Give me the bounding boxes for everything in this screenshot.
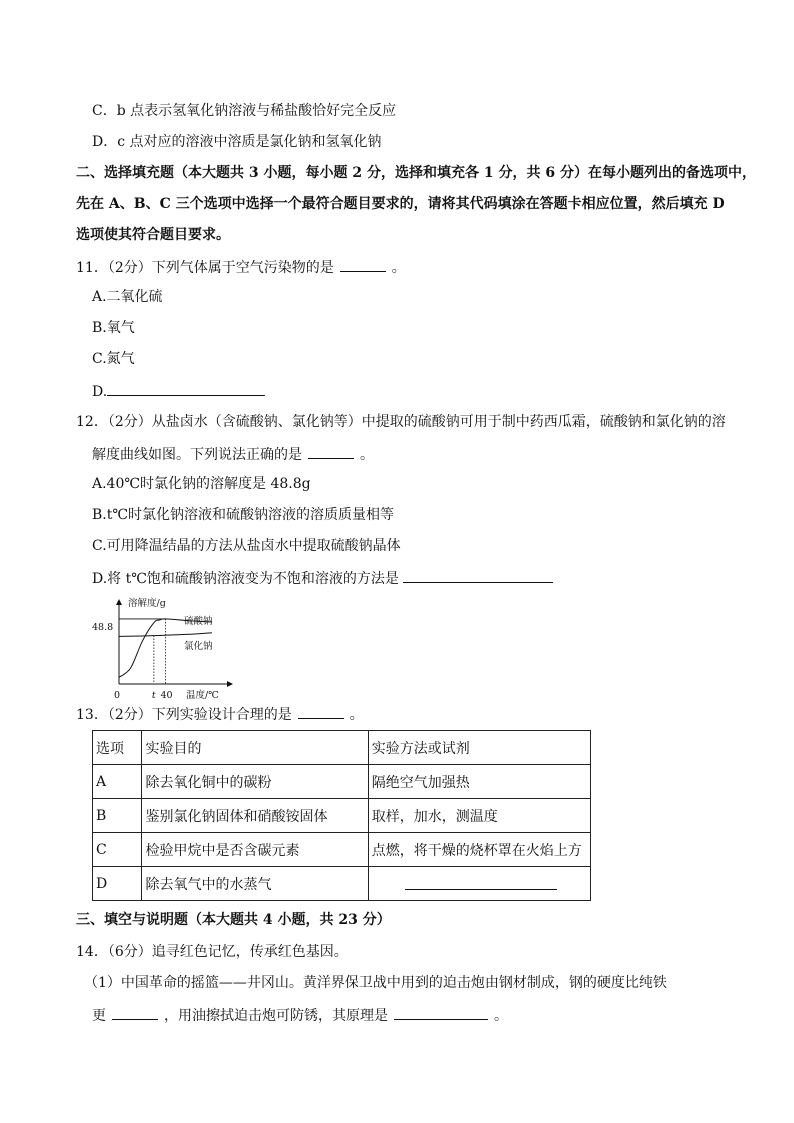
table-cell: 除去氧气中的水蒸气: [142, 867, 368, 901]
table-row: [93, 867, 591, 901]
q12-option-d-blank[interactable]: [403, 567, 553, 583]
q12-option-d-label: D.将 t℃饱和硫酸钠溶液变为不饱和溶液的方法是: [92, 571, 399, 587]
q13-stem-text: 13．（2分）下列实验设计合理的是: [76, 707, 292, 723]
q13-option-d-blank[interactable]: [405, 874, 557, 890]
q13-answer-blank[interactable]: [298, 703, 344, 719]
q11-option-c: C.氮气: [92, 351, 135, 367]
chart-y-tick-label: 48.8: [92, 622, 114, 633]
table-cell: A: [93, 765, 142, 799]
section3-heading: 三、填空与说明题（本大题共 4 小题，共 23 分）: [76, 912, 391, 928]
q12-stem-line2: [92, 443, 374, 465]
q13-stem: [76, 703, 364, 725]
q13-option-d-method-cell: [368, 867, 590, 901]
table-cell: 取样，加水，测温度: [368, 799, 590, 833]
section2-heading-line2: 先在 A、B、C 三个选项中选择一个最符合题目要求的，请将其代码填涂在答题卡相应位置，然后填充 D: [76, 196, 725, 212]
q13-stem-end: 。: [349, 707, 364, 723]
table-row: [93, 799, 591, 833]
table-cell: D: [93, 867, 142, 901]
table-cell: 鉴别氯化钠固体和硝酸铵固体: [142, 799, 368, 833]
table-cell: 点燃，将干燥的烧杯罩在火焰上方: [368, 833, 590, 867]
q12-option-a: A.40℃时氯化钠的溶解度是 48.8g: [92, 476, 311, 492]
q14-part1-line1: （1）中国革命的摇篮——井冈山。黄洋界保卫战中用到的迫击炮由钢材制成，钢的硬度比纯铁: [84, 975, 667, 991]
q11-stem-end: 。: [391, 260, 406, 276]
chart-legend-sodium-chloride: 氯化钠: [184, 641, 213, 652]
q14-part1-blank-1[interactable]: [112, 1004, 158, 1020]
q14-part1-line2: [92, 1004, 508, 1026]
chart-y-axis-label: 溶解度/g: [128, 598, 166, 609]
q11-option-b: B.氧气: [92, 320, 135, 336]
q14-part1-text-b: ，用油擦拭迫击炮可防锈，其原理是: [164, 1008, 388, 1024]
q14-part1-blank-2[interactable]: [394, 1004, 488, 1020]
chart-legend-sodium-sulfate: 硫酸钠: [184, 616, 213, 627]
table-header-cell: 实验目的: [142, 731, 368, 765]
table-cell: 检验甲烷中是否含碳元素: [142, 833, 368, 867]
section2-heading-line3: 选项使其符合题目要求。: [76, 227, 230, 243]
table-cell: C: [93, 833, 142, 867]
table-header-cell: 实验方法或试剂: [368, 731, 590, 765]
table-cell: 除去氧化铜中的碳粉: [142, 765, 368, 799]
table-header-row: [93, 731, 591, 765]
q11-option-a: A.二氧化硫: [92, 289, 163, 305]
chart-x-tick-label-40: 40: [160, 690, 173, 700]
q11-stem: [76, 256, 406, 278]
q14-stem: 14．（6分）追寻红色记忆，传承红色基因。: [76, 944, 348, 960]
section2-heading-line1: 二、选择填充题（本大题共 3 小题，每小题 2 分，选择和填充各 1 分，共 6 分）在每小题列出的备选项中，: [76, 165, 756, 181]
q11-answer-blank[interactable]: [340, 256, 386, 272]
table-cell: 隔绝空气加强热: [368, 765, 590, 799]
q14-part1-text-a: 更: [92, 1008, 106, 1024]
q12-stem-text: 解度曲线如图。下列说法正确的是: [92, 447, 302, 463]
table-cell: B: [93, 799, 142, 833]
q12-option-d: [92, 567, 553, 589]
q11-option-d-label: D.: [92, 384, 108, 400]
q11-option-d: [92, 380, 265, 402]
table-row: [93, 765, 591, 799]
table-row: [93, 833, 591, 867]
table-header-cell: 选项: [93, 731, 142, 765]
solubility-chart: [90, 594, 240, 700]
q12-option-c: C.可用降温结晶的方法从盐卤水中提取硫酸钠晶体: [92, 538, 401, 554]
q11-stem-text: 11．（2分）下列气体属于空气污染物的是: [76, 260, 334, 276]
chart-x-axis-label: 温度/℃: [186, 690, 219, 700]
q12-stem-end: 。: [360, 447, 374, 463]
chart-x-tick-label-t: t: [151, 690, 156, 700]
q10-option-d: D．c 点对应的溶液中溶质是氯化钠和氢氧化钠: [92, 134, 382, 150]
q14-part1-end: 。: [494, 1008, 508, 1024]
q10-option-c: C．b 点表示氢氧化钠溶液与稀盐酸恰好完全反应: [92, 103, 397, 119]
chart-x-tick-label-0: 0: [114, 690, 121, 700]
q11-option-d-blank[interactable]: [107, 380, 265, 396]
q12-answer-blank[interactable]: [308, 443, 354, 459]
q13-table: [92, 730, 591, 901]
q12-option-b: B.t℃时氯化钠溶液和硫酸钠溶液的溶质质量相等: [92, 507, 395, 523]
q12-stem-line1: 12．（2分）从盐卤水（含硫酸钠、氯化钠等）中提取的硫酸钠可用于制中药西瓜霜，硫酸钠和氯化钠的溶: [76, 414, 726, 430]
